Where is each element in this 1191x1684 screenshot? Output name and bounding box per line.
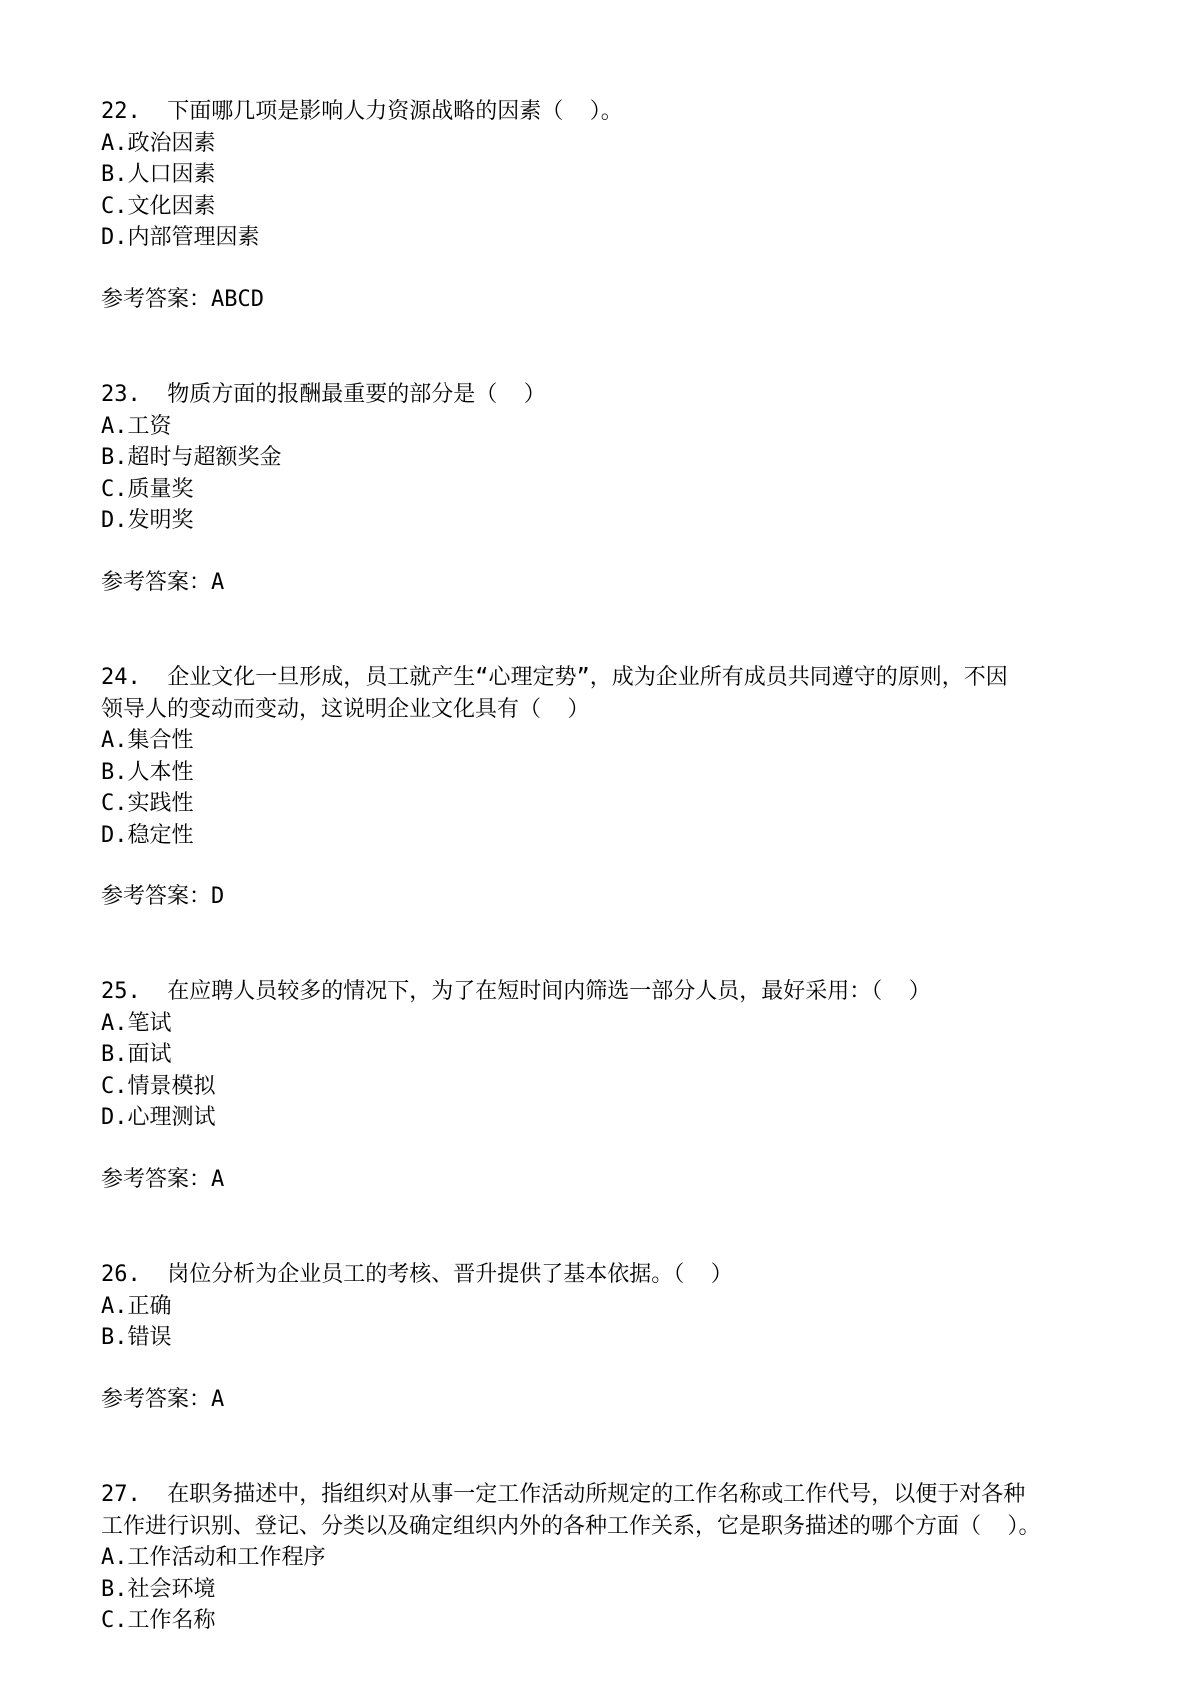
option-a: A.工作活动和工作程序 <box>101 1545 326 1570</box>
option-d: D.心理测试 <box>101 1105 216 1130</box>
answer-value: A <box>211 569 225 595</box>
question-24 <box>101 662 1111 913</box>
question-stem: 22. 下面哪几项是影响人力资源战略的因素（ ）。 <box>101 99 623 124</box>
question-27 <box>101 1479 1111 1637</box>
question-stem-cont: 工作进行识别、登记、分类以及确定组织内外的各种工作关系，它是职务描述的哪个方面（ ）。 <box>101 1513 1041 1539</box>
option-a: A.正确 <box>101 1293 172 1319</box>
option-a: A.笔试 <box>101 1010 172 1036</box>
option-c: C.质量奖 <box>101 476 194 502</box>
question-stem: 25. 在应聘人员较多的情况下，为了在短时间内筛选一部分人员，最好采用：（ ） <box>101 979 931 1004</box>
option-d: D.稳定性 <box>101 822 194 848</box>
answer-value: A <box>211 1386 225 1412</box>
question-stem-cont: 领导人的变动而变动，这说明企业文化具有（ ） <box>101 696 590 722</box>
answer-label: 参考答案： <box>101 884 212 909</box>
question-stem: 26. 岗位分析为企业员工的考核、晋升提供了基本依据。（ ） <box>101 1262 733 1287</box>
reference-answer <box>101 1384 1111 1416</box>
option-b: B.人口因素 <box>101 162 216 187</box>
reference-answer <box>101 567 1111 599</box>
option-c: C.实践性 <box>101 791 194 816</box>
option-b: B.人本性 <box>101 759 194 785</box>
option-a: A.工资 <box>101 413 172 439</box>
reference-answer <box>101 881 1111 913</box>
option-b: B.超时与超额奖金 <box>101 445 282 470</box>
option-a: A.集合性 <box>101 728 194 753</box>
question-25 <box>101 976 1111 1195</box>
answer-value: ABCD <box>211 286 264 312</box>
option-b: B.面试 <box>101 1042 172 1067</box>
option-b: B.社会环境 <box>101 1576 216 1602</box>
answer-label: 参考答案： <box>101 569 212 595</box>
option-c: C.情景模拟 <box>101 1073 216 1099</box>
answer-value: A <box>211 1166 225 1192</box>
question-stem: 27. 在职务描述中，指组织对从事一定工作活动所规定的工作名称或工作代号，以便于对各种 <box>101 1482 1026 1507</box>
option-b: B.错误 <box>101 1325 172 1350</box>
reference-answer <box>101 284 1111 316</box>
option-d: D.内部管理因素 <box>101 225 260 250</box>
option-c: C.文化因素 <box>101 193 216 219</box>
option-d: D.发明奖 <box>101 508 194 533</box>
question-26 <box>101 1259 1111 1415</box>
question-22 <box>101 96 1111 315</box>
question-stem: 24. 企业文化一旦形成，员工就产生“心理定势”，成为企业所有成员共同遵守的原则，不因 <box>101 665 1008 690</box>
question-stem: 23. 物质方面的报酬最重要的部分是（ ） <box>101 382 546 407</box>
answer-label: 参考答案： <box>101 1166 212 1192</box>
answer-label: 参考答案： <box>101 1386 212 1412</box>
question-23 <box>101 379 1111 598</box>
reference-answer <box>101 1164 1111 1196</box>
answer-value: D <box>211 884 225 909</box>
option-c: C.工作名称 <box>101 1608 216 1633</box>
answer-label: 参考答案： <box>101 286 212 312</box>
option-a: A.政治因素 <box>101 130 216 156</box>
